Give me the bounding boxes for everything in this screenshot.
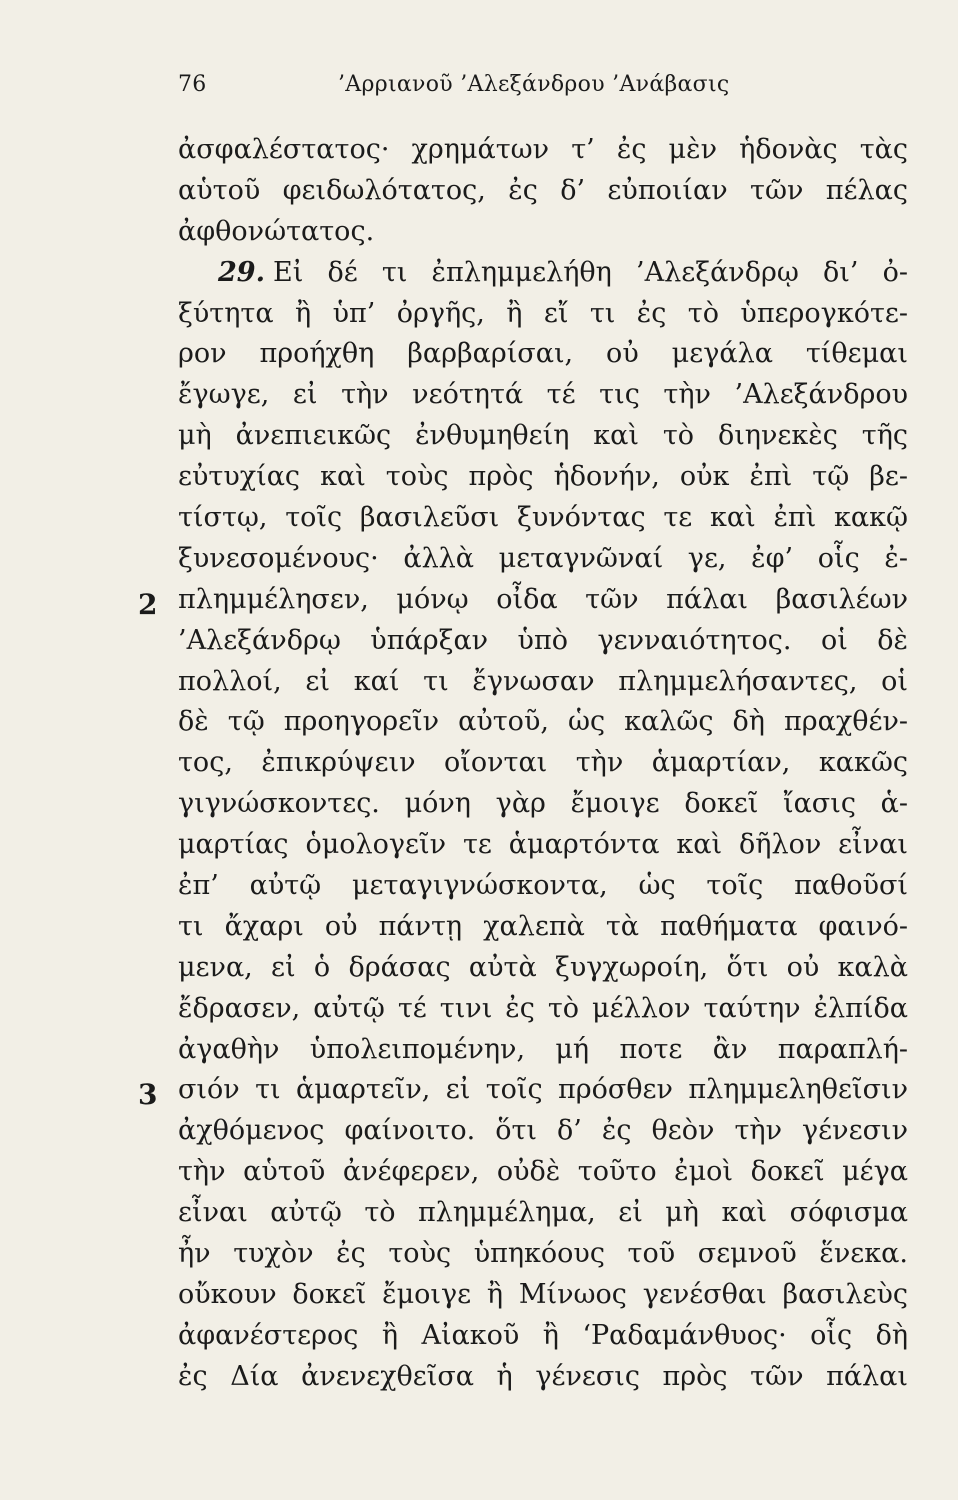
text-line: ἀχθόμενος φαίνοιτο. ὅτι δ’ ἐς θεὸν τὴν γένεσιν <box>178 1115 908 1147</box>
text-line: δὲ τῷ προηγορεῖν αὐτοῦ, ὡς καλῶς δὴ πραχθέν- <box>178 706 908 738</box>
margin-section-number: 3 <box>138 1078 158 1111</box>
text-line: ξυνεσομένους· ἀλλὰ μεταγνῶναί γε, ἐφ’ οἷς ἐ- <box>178 542 908 574</box>
text-line: ἀγαθὴν ὑπολειπομένην, μή ποτε ἂν παραπλή- <box>178 1033 908 1065</box>
text-line: ἔγωγε, εἰ τὴν νεότητά τέ τις τὴν ’Αλεξάνδρου <box>178 379 908 411</box>
text-line: σιόν τι ἁμαρτεῖν, εἰ τοῖς πρόσθεν πλημμεληθεῖσιν <box>178 1074 908 1106</box>
text-line-content: Εἰ δέ τι ἐπλημμελήθη ’Αλεξάνδρῳ δι’ ὀ- <box>272 256 908 288</box>
text-line: ρον προήχθη βαρβαρίσαι, οὐ μεγάλα τίθεμαι <box>178 338 908 370</box>
text-line: τίστῳ, τοῖς βασιλεῦσι ξυνόντας τε καὶ ἐπὶ κακῷ <box>178 502 908 534</box>
text-line: ἀφανέστερος ἢ Αἰακοῦ ἢ ‘Ραδαμάνθυος· οἷς δὴ <box>178 1319 908 1351</box>
text-line: οὔκουν δοκεῖ ἔμοιγε ἢ Μίνωος γενέσθαι βασιλεὺς <box>178 1278 908 1310</box>
text-line: μὴ ἀνεπιεικῶς ἐνθυμηθείη καὶ τὸ διηνεκὲς τῆς <box>178 420 908 452</box>
text-line: ἐς Δία ἀνενεχθεῖσα ἡ γένεσις πρὸς τῶν πάλαι <box>178 1360 908 1392</box>
text-line: ξύτητα ἢ ὑπ’ ὀργῆς, ἢ εἴ τι ἐς τὸ ὑπερογκότε- <box>178 297 908 329</box>
text-line: ἀφθονώτατος. <box>178 215 375 247</box>
chapter-number: 29. <box>218 256 265 288</box>
text-line: ἐπ’ αὐτῷ μεταγιγνώσκοντα, ὡς τοῖς παθοῦσί <box>178 870 908 902</box>
text-line: ἀσφαλέστατος· χρημάτων τ’ ἐς μὲν ἡδονὰς τὰς <box>178 134 908 165</box>
text-line: γιγνώσκοντες. μόνη γὰρ ἔμοιγε δοκεῖ ἴασις ἁ- <box>178 788 908 820</box>
page-number: 76 <box>178 72 207 97</box>
text-line: τος, ἐπικρύψειν οἴονται τὴν ἁμαρτίαν, κακῶς <box>178 747 908 779</box>
running-title: ’Αρριανοῦ ’Αλεξάνδρου ’Ανάβασις <box>338 72 730 97</box>
body-text <box>178 130 908 1398</box>
text-line: ’Αλεξάνδρῳ ὑπάρξαν ὑπὸ γενναιότητος. οἱ δὲ <box>178 624 908 656</box>
text-line: αὑτοῦ φειδωλότατος, ἐς δ’ εὐποιίαν τῶν πέλας <box>178 174 908 206</box>
text-line: εἶναι αὐτῷ τὸ πλημμέλημα, εἰ μὴ καὶ σόφισμα <box>178 1197 908 1229</box>
text-line: τι ἄχαρι οὐ πάντῃ χαλεπὰ τὰ παθήματα φαινό- <box>178 910 908 942</box>
text-line <box>178 253 908 294</box>
text-line: πλημμέλησεν, μόνῳ οἶδα τῶν πάλαι βασιλέων <box>178 583 908 615</box>
text-line: ἦν τυχὸν ἐς τοὺς ὑπηκόους τοῦ σεμνοῦ ἕνεκα. <box>178 1238 908 1270</box>
running-header <box>178 68 908 108</box>
text-line: μαρτίας ὁμολογεῖν τε ἁμαρτόντα καὶ δῆλον εἶναι <box>178 829 908 861</box>
text-line: πολλοί, εἰ καί τι ἔγνωσαν πλημμελήσαντες, οἱ <box>178 665 908 697</box>
text-line: ἔδρασεν, αὐτῷ τέ τινι ἐς τὸ μέλλον ταύτην ἐλπίδα <box>178 992 908 1024</box>
text-line: εὐτυχίας καὶ τοὺς πρὸς ἡδονήν, οὐκ ἐπὶ τῷ βε- <box>178 461 908 493</box>
text-line: τὴν αὑτοῦ ἀνέφερεν, οὐδὲ τοῦτο ἐμοὶ δοκεῖ μέγα <box>178 1156 908 1188</box>
margin-section-number: 2 <box>138 588 158 621</box>
text-line: μενα, εἰ ὁ δράσας αὐτὰ ξυγχωροίη, ὅτι οὐ καλὰ <box>178 951 908 983</box>
